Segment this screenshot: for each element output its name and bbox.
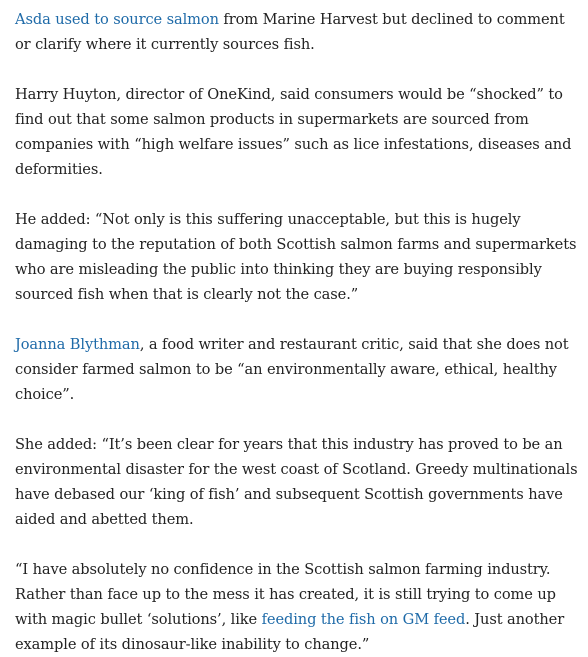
paragraph-text: . Just another example of its dinosaur-like inability to change.” <box>15 611 565 653</box>
paragraph-text: Harry Huyton, director of OneKind, said consumers would be “shocked” to find out that some salmon products in supermarkets are sourced from companies with “high welfare issues” such as lice infestations, diseases and deformities. <box>15 86 572 178</box>
paragraph-blythman-quote <box>15 432 581 532</box>
paragraph-text: She added: “It’s been clear for years that this industry has proved to be an environmental disaster for the west coast of Scotland. Greedy multinationals have debased our ‘king of fish’ and subsequent Scottish governments have aided and abetted them. <box>15 436 578 528</box>
link-gm-feed[interactable]: feeding the fish on GM feed <box>261 611 466 628</box>
link-joanna-blythman[interactable]: Joanna Blythman <box>15 336 140 353</box>
paragraph-huyton <box>15 82 581 182</box>
paragraph-blythman <box>15 332 581 407</box>
paragraph-asda <box>15 7 581 57</box>
paragraph-huyton-quote <box>15 207 581 307</box>
article-body <box>15 7 581 657</box>
paragraph-closing-quote <box>15 557 581 657</box>
paragraph-text: He added: “Not only is this suffering unacceptable, but this is hugely damaging to the reputation of both Scottish salmon farms and supermarkets who are misleading the public into thinking they are buying responsibly sourced fish when that is clearly not the case.” <box>15 211 577 303</box>
paragraph-text: from Marine Harvest but declined to comment or clarify where it currently sources fish. <box>15 11 565 53</box>
paragraph-text: , a food writer and restaurant critic, said that she does not consider farmed salmon to be “an environmentally aware, ethical, healthy choice”. <box>15 336 569 403</box>
link-asda-salmon-source[interactable]: Asda used to source salmon <box>15 11 219 28</box>
paragraph-text: “I have absolutely no confidence in the Scottish salmon farming industry. Rather than face up to the mess it has created, it is still trying to come up with magic bullet ‘solutions’, like <box>15 561 556 628</box>
